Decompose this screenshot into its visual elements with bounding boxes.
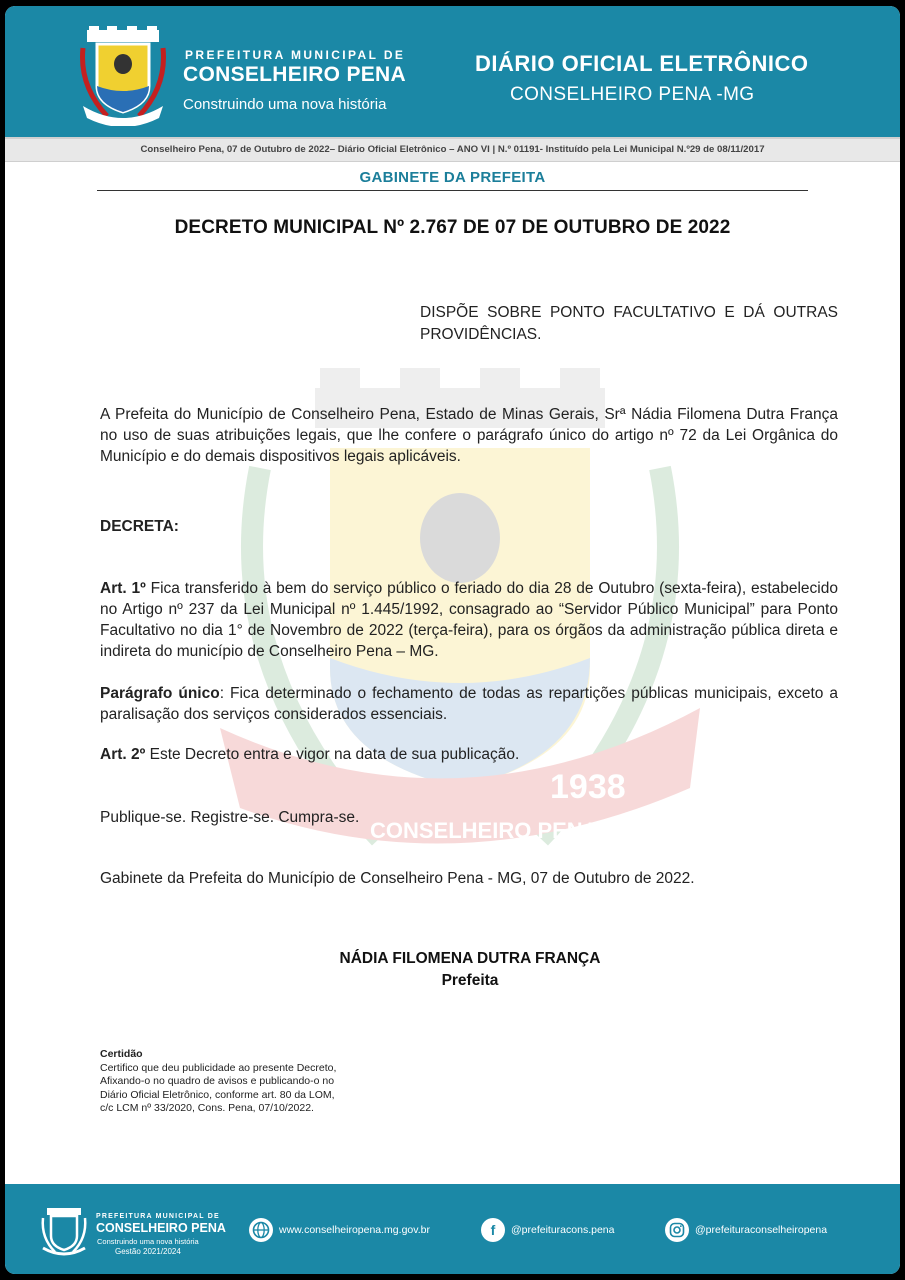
article-2 (100, 744, 838, 765)
paragrafo-unico (100, 683, 838, 725)
article-1-label: Art. 1º (100, 580, 146, 597)
diario-subtitle: CONSELHEIRO PENA -MG (510, 84, 755, 105)
decreta-heading: DECRETA: (100, 518, 179, 535)
signer-name: NÁDIA FILOMENA DUTRA FRANÇA (339, 950, 601, 967)
section-divider (97, 190, 808, 191)
decree-preamble: A Prefeita do Município de Conselheiro Pena, Estado de Minas Gerais, Srª Nádia Filomena Dutra França no uso de suas atribuições legais, que lhe confere o parágrafo único do artigo nº 72 da Lei Orgânica do Município e do demais dispositivos legais aplicáveis. (100, 406, 838, 465)
decree-title: DECRETO MUNICIPAL Nº 2.767 DE 07 DE OUTUBRO DE 2022 (174, 217, 731, 238)
footer-prefeitura-name: CONSELHEIRO PENA (96, 1221, 226, 1235)
publique-line: Publique-se. Registre-se. Cumpra-se. (100, 809, 360, 826)
signature-block (5, 948, 900, 992)
prefeitura-name: CONSELHEIRO PENA (183, 63, 406, 86)
article-2-text: Este Decreto entra e vigor na data de sua publicação. (145, 746, 520, 763)
footer-prefeitura-label: PREFEITURA MUNICIPAL DE (96, 1213, 220, 1220)
footer-website-text: www.conselheiropena.mg.gov.br (279, 1224, 430, 1236)
footer-banner (5, 1184, 900, 1274)
watermark-ribbon-text: CONSELHEIRO PENA (370, 818, 599, 843)
certidao-line: c/c LCM nº 33/2020, Cons. Pena, 07/10/2022. (100, 1102, 314, 1114)
watermark-year: 1938 (550, 768, 626, 806)
instagram-icon (665, 1218, 689, 1242)
document-page (5, 6, 900, 1274)
diario-title: DIÁRIO OFICIAL ELETRÔNICO (475, 51, 809, 76)
edition-info-bar: Conselheiro Pena, 07 de Outubro de 2022– Diário Oficial Eletrônico – ANO VI | N.º 01191- Instituído pela Lei Municipal N.º29 de 08/11/2017 (5, 137, 900, 162)
municipal-crest-icon (77, 26, 169, 126)
certidao-line: Diário Oficial Eletrônico, conforme art. 80 da LOM, (100, 1088, 335, 1101)
certidao-block (100, 1048, 420, 1116)
decree-ementa: DISPÕE SOBRE PONTO FACULTATIVO E DÁ OUTRAS PROVIDÊNCIAS. (420, 304, 838, 343)
article-1-text: Fica transferido à bem do serviço público o feriado do dia 28 de Outubro (sexta-feira), estabelecido no Artigo nº 237 da Lei Municipal nº 1.445/1992, consagrado ao “Servidor Público Municipal” para Ponto Facultativo no dia 1° de Novembro de 2022 (terça-feira), para os órgãos da administração pública direta e indireta do município de Conselheiro Pena – MG. (100, 580, 838, 660)
certidao-line: Certifico que deu publicidade ao presente Decreto, (100, 1061, 337, 1074)
prefeitura-tagline: Construindo uma nova história (183, 96, 387, 113)
certidao-line: Afixando-o no quadro de avisos e publicando-o no (100, 1075, 335, 1087)
footer-facebook-text: @prefeituracons.pena (511, 1224, 615, 1236)
globe-icon (249, 1218, 273, 1242)
section-heading: GABINETE DA PREFEITA (359, 169, 546, 186)
footer-instagram-text: @prefeituraconselheiropena (695, 1224, 828, 1236)
facebook-icon: f (481, 1218, 505, 1242)
footer-facebook-link[interactable] (481, 1218, 614, 1242)
footer-crest-icon (39, 1206, 89, 1258)
article-1 (100, 578, 838, 662)
footer-website-link[interactable] (249, 1218, 430, 1242)
footer-gestao: Gestão 2021/2024 (115, 1247, 181, 1256)
paragrafo-label: Parágrafo único (100, 685, 220, 702)
header-banner (5, 6, 900, 137)
signer-role: Prefeita (441, 972, 499, 989)
footer-tagline: Construindo uma nova história (97, 1237, 199, 1246)
certidao-title: Certidão (100, 1048, 143, 1060)
prefeitura-label: PREFEITURA MUNICIPAL DE (185, 48, 406, 62)
gabinete-dateline: Gabinete da Prefeita do Município de Conselheiro Pena - MG, 07 de Outubro de 2022. (100, 870, 695, 887)
paragrafo-text: : Fica determinado o fechamento de todas as repartições públicas municipais, exceto a paralisação dos serviços considerados essenciais. (100, 685, 838, 723)
footer-instagram-link[interactable] (665, 1218, 827, 1242)
article-2-label: Art. 2º (100, 746, 146, 763)
